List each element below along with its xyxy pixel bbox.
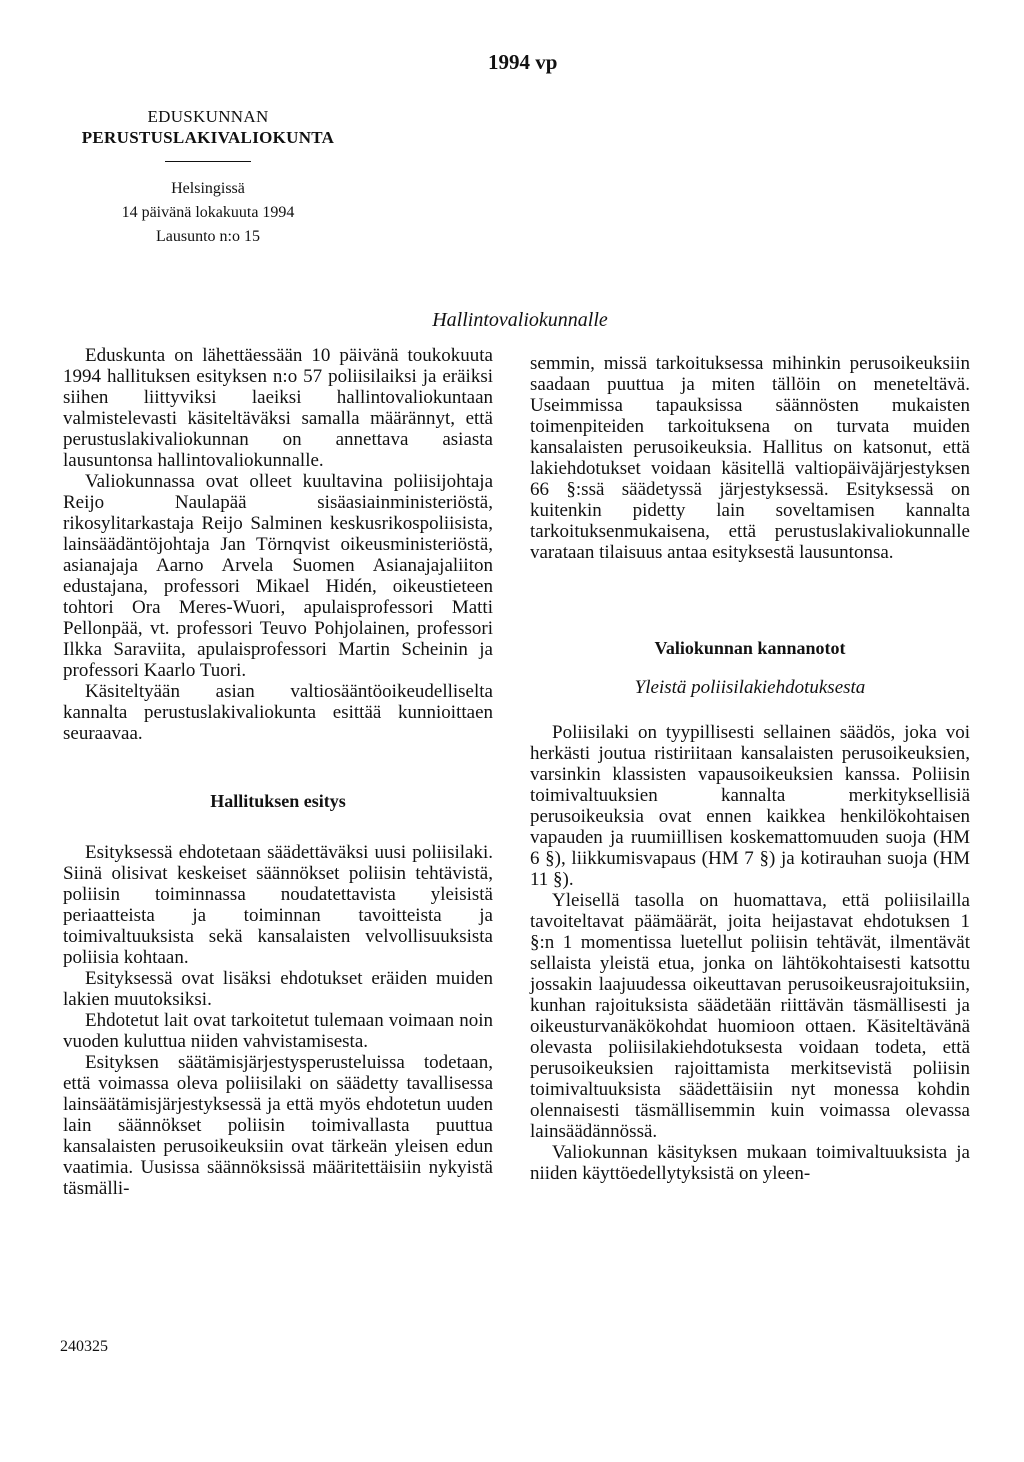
paragraph: Eduskunta on lähettäessään 10 päivänä toukokuuta 1994 hallituksen esityksen n:o 57 poliisilaiksi ja eräiksi siihen liittyviksi laeiksi hallintovaliokuntaan valmistelevasti käsiteltäväksi samalla määrännyt, että perustuslakivaliokunnan on annettava asiasta lausuntonsa hallintovaliokunnalle. [63, 345, 493, 471]
divider-rule [165, 161, 251, 162]
paragraph: Poliisilaki on tyypillisesti sellainen säädös, joka voi herkästi joutua ristiriitaan kansalaisten perusoikeuksien, varsinkin klassisten vapausoikeuksien kanssa. Poliisin toimivaltuuksien kannalta merkityksellisiä perusoikeuksia ovat ennen kaikkea henkilökohtaisen vapauden ja ruumiillisen koskemattomuuden suoja (HM 6 §), liikkumisvapaus (HM 7 §) ja kotirauhan suoja (HM 11 §). [530, 722, 970, 890]
page-identifier: 1994 vp [488, 50, 558, 74]
paragraph: Ehdotetut lait ovat tarkoitetut tulemaan voimaan noin vuoden kuluttua niiden vahvistamisesta. [63, 1010, 493, 1052]
addressee: Hallintovaliokunnalle [432, 309, 608, 331]
section-heading: Hallituksen esitys [210, 791, 346, 811]
paragraph: semmin, missä tarkoituksessa mihinkin perusoikeuksiin saadaan puuttua ja miten tällöin on meneteltävä. Useimmissa tapauksissa säännösten mukaisten toimenpiteiden tarkoituksena on turvata muiden kansalaisten perusoikeuksia. Hallitus on katsonut, että lakiehdotukset voidaan käsitellä valtiopäiväjärjestyksen 66 §:ssä säädetyssä järjestyksessä. Esityksessä on kuitenkin pidetty lain soveltamisen kannalta tarkoituksenmukaisena, että perustuslakivaliokunnalle varataan tilaisuus antaa esityksestä lausuntonsa. [530, 353, 970, 563]
committee-block [60, 106, 356, 148]
statement-number: Lausunto n:o 15 [156, 228, 260, 245]
committee-org-line1: EDUSKUNNAN [147, 107, 269, 126]
statement-place: Helsingissä [171, 180, 245, 197]
right-column [530, 353, 970, 1184]
paragraph: Yleisellä tasolla on huomattava, että poliisilailla tavoiteltavat päämäärät, joita heijastavat ehdotuksen 1 §:n 1 momentissa luetellut poliisin tehtävät, ilmentävät sellaista yleistä etua, jonka on lähtökohtaisesti katsottu jossakin laajuudessa oikeuttavan perusoikeusrajoituksiin, kunhan rajoituksista säädetään riittävän täsmällisesti ja oikeusturvanäkökohdat huomioon ottaen. Käsiteltävänä olevasta poliisilakiehdotuksesta voidaan todeta, että perusoikeuksien rajoittamista merkitsevistä poliisin toimivaltuuksista säädettäisiin nyt monessa kohdin olennaisesti täsmällisemmin kuin voimassa olevassa lainsäädännössä. [530, 890, 970, 1142]
document-number: 240325 [60, 1338, 108, 1355]
paragraph: Valiokunnan käsityksen mukaan toimivaltuuksista ja niiden käyttöedellytyksistä on yleen- [530, 1142, 970, 1184]
section-heading: Valiokunnan kannanotot [654, 638, 846, 658]
paragraph: Käsiteltyään asian valtiosääntöoikeudelliselta kannalta perustuslakivaliokunta esittää kunnioittaen seuraavaa. [63, 681, 493, 744]
paragraph: Esityksessä ovat lisäksi ehdotukset eräiden muiden lakien muutoksiksi. [63, 968, 493, 1010]
statement-date: 14 päivänä lokakuuta 1994 [121, 204, 295, 221]
section-subheading: Yleistä poliisilakiehdotuksesta [634, 677, 866, 698]
paragraph: Esityksessä ehdotetaan säädettäväksi uusi poliisilaki. Siinä olisivat keskeiset säännökset poliisin tehtävistä, poliisin toiminnassa noudatettavista yleisistä periaatteista ja toiminnan tavoitteista ja toimivaltuuksista sekä kansalaisten velvollisuuksista poliisia kohtaan. [63, 842, 493, 968]
statement-meta [60, 177, 356, 249]
paragraph: Valiokunnassa ovat olleet kuultavina poliisijohtaja Reijo Naulapää sisäasiainministeriöstä, rikosylitarkastaja Reijo Salminen keskusrikospoliisista, lainsäädäntöjohtaja Jan Törnqvist oikeusministeriöstä, asianajaja Aarno Arvela Suomen Asianajajaliiton edustajana, professori Mikael Hidén, oikeustieteen tohtori Ora Meres-Wuori, apulaisprofessori Matti Pellonpää, vt. professori Teuvo Pohjolainen, professori Ilkka Saraviita, apulaisprofessori Martin Scheinin ja professori Kaarlo Tuori. [63, 471, 493, 681]
committee-org-line2: PERUSTUSLAKIVALIOKUNTA [81, 128, 335, 147]
left-column [63, 345, 493, 1199]
paragraph: Esityksen säätämisjärjestysperusteluissa todetaan, että voimassa oleva poliisilaki on säädetty tavallisessa lainsäätämisjärjestyksessä ja että myös ehdotetun uuden lain säännökset poliisin toimivallasta puuttua kansalaisten perusoikeuksiin ovat tärkeän yleisen edun vaatimia. Uusissa säännöksissä määritettäisiin nykyistä täsmälli- [63, 1052, 493, 1199]
